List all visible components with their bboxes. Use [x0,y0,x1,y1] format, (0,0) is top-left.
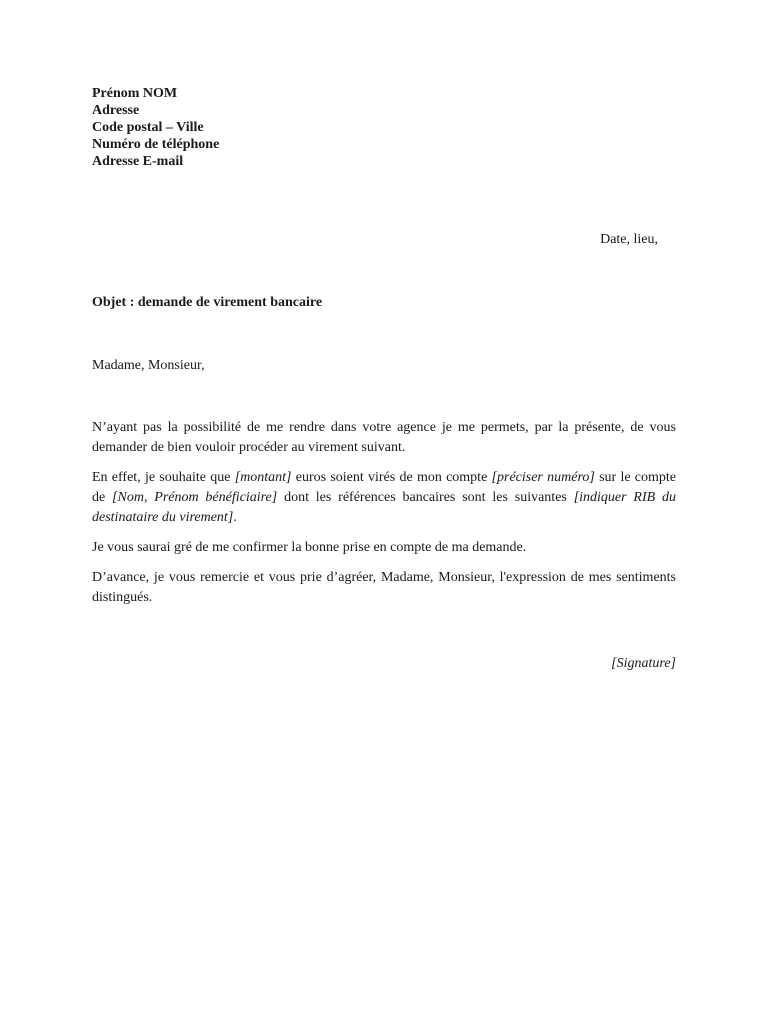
text-segment: En effet, je souhaite que [92,470,235,485]
paragraph-closing: D’avance, je vous remercie et vous prie d’agréer, Madame, Monsieur, l'expression de mes sentiments distingués. [92,570,676,605]
text-segment: . [233,510,237,525]
sender-name: Prénom NOM [92,86,178,101]
text-segment: euros soient virés de mon compte [291,470,492,485]
paragraph-confirmation: Je vous saurai gré de me confirmer la bonne prise en compte de ma demande. [92,540,527,555]
sender-email: Adresse E-mail [92,154,184,169]
placeholder-account-number: [préciser numéro] [491,470,595,485]
date-place: Date, lieu, [600,232,658,247]
sender-block [92,85,219,170]
paragraph-request: N’ayant pas la possibilité de me rendre dans votre agence je me permets, par la présente, de vous demander de bien vouloir procéder au virement suivant. [92,420,676,455]
sender-phone: Numéro de téléphone [92,137,220,152]
text-segment: dont les références bancaires sont les suivantes [277,490,574,505]
signature-placeholder: [Signature] [611,656,676,671]
sender-postal-city: Code postal – Ville [92,120,204,135]
placeholder-rib: [indiquer RIB du destinataire du virement] [92,490,677,525]
letter-subject: Objet : demande de virement bancaire [92,295,323,310]
text-segment: sur le compte de [92,470,677,505]
salutation: Madame, Monsieur, [92,358,205,373]
paragraph-transfer-details [92,468,676,528]
letter-body [92,418,676,618]
placeholder-beneficiary: [Nom, Prénom bénéficiaire] [112,490,278,505]
placeholder-amount: [montant] [234,470,292,485]
sender-address: Adresse [92,103,140,118]
